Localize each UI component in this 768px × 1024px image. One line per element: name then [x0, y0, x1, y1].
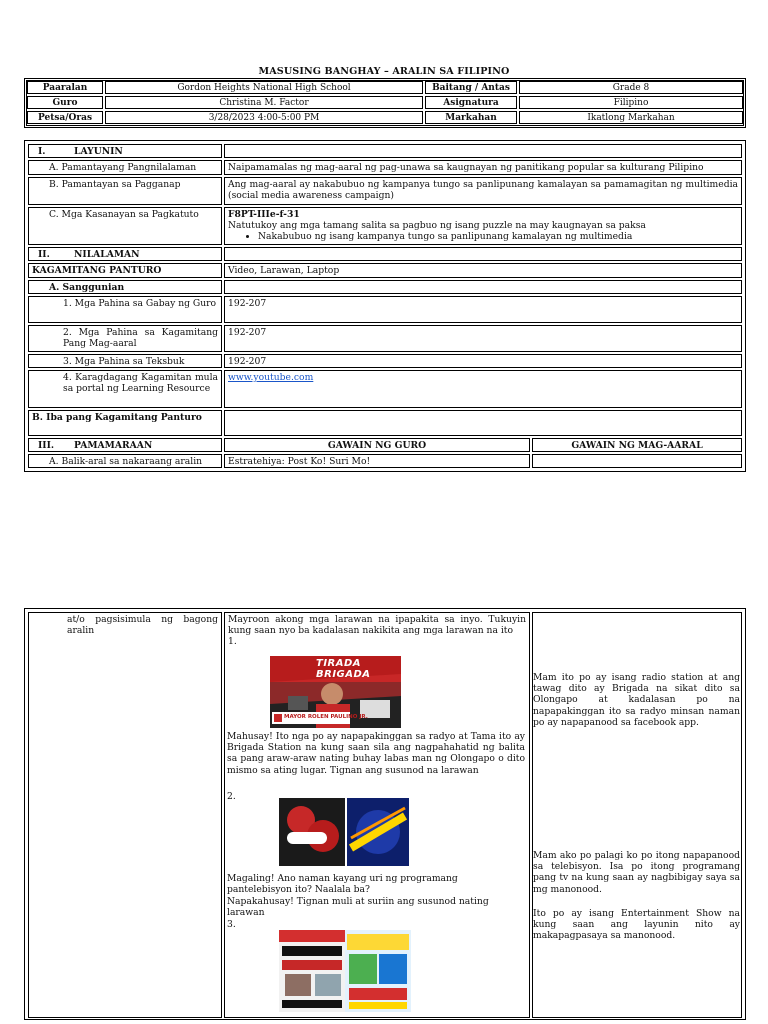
brigada-caption: MAYOR ROLEN PAULINO JR.: [284, 714, 368, 720]
kagamitan-value: Video, Larawan, Laptop: [224, 263, 742, 278]
kagamitan-label: KAGAMITANG PANTURO: [28, 263, 222, 278]
b-value: Ang mag-aaral ay nakabubuo ng kampanya tungo sa panlipunang kamalayan sa pamamagitan ng multimedia (social media awareness campaign): [224, 177, 742, 205]
newspapers-image: [279, 930, 411, 1012]
competency-code: F8PT-IIIe-f-31: [228, 209, 300, 220]
s4-value-cell: [224, 370, 742, 408]
petsa-label: Petsa/Oras: [27, 111, 103, 124]
teacher-after-image-2b: Napakahusay! Tignan muli at suriin ang susunod nating larawan: [227, 896, 489, 919]
s1-label: 1. Mga Pahina sa Gabay ng Guro: [28, 296, 222, 323]
competency-line: Natutukoy ang mga tamang salita sa pagbuo ng isang puzzle na may kaugnayan sa paksa: [228, 220, 646, 231]
s2-label: 2. Mga Pahina sa Kagamitang Pang Mag-aaral: [28, 325, 222, 352]
a-label: A. Pamantayang Pangnilalaman: [28, 160, 222, 175]
item-number-1: 1.: [228, 636, 237, 647]
s1-value: 192-207: [224, 296, 742, 323]
paaralan-value: Gordon Heights National High School: [105, 81, 423, 94]
sanggunian-label: A. Sanggunian: [28, 280, 222, 294]
student-answer-2: Mam ako po palagi ko po itong napapanood sa telebisyon. Isa po itong programang pang tv na kung saan ay nagbibigay saya sa mg manonood.: [533, 850, 740, 895]
header-info-table: [24, 78, 746, 128]
s3-label: 3. Mga Pahina sa Teksbuk: [28, 354, 222, 368]
youtube-link[interactable]: www.youtube.com: [228, 372, 314, 383]
nilalaman-blank: [224, 247, 742, 261]
iba-blank: [224, 410, 742, 436]
pamamaraan-header: III. PAMAMARAAN: [28, 438, 222, 452]
paaralan-label: Paaralan: [27, 81, 103, 94]
s3-value: 192-207: [224, 354, 742, 368]
competency-bullet: • Nakabubuo ng isang kampanya tungo sa panlipunang kamalayan ng multimedia: [258, 231, 738, 242]
student-answer-1: Mam ito po ay isang radio station at ang tawag dito ay Brigada na sikat dito sa Olongapo at kadalasan po na napapakinggan ito sa radyo minsan naman po ay napapanood sa facebook app.: [533, 672, 740, 728]
petsa-value: 3/28/2023 4:00-5:00 PM: [105, 111, 423, 124]
teacher-intro: Mayroon akong mga larawan na ipapakita sa inyo. Tukuyin kung saan nyo ba kadalasan nakikita ang mga larawan na ito: [228, 614, 526, 636]
lesson-plan-table: [24, 140, 746, 472]
continued-label: at/o pagsisimula ng bagong aralin: [28, 612, 222, 1018]
balik-student-blank: [532, 454, 742, 468]
sanggunian-blank: [224, 280, 742, 294]
s2-value: 192-207: [224, 325, 742, 352]
brigada-radio-image: [270, 656, 401, 728]
layunin-header: I. LAYUNIN: [28, 144, 222, 158]
balik-label: A. Balik-aral sa nakaraang aralin: [28, 454, 222, 468]
gawain-guro-header: GAWAIN NG GURO: [224, 438, 530, 452]
markahan-label: Markahan: [425, 111, 517, 124]
layunin-blank: [224, 144, 742, 158]
balik-value: Estratehiya: Post Ko! Suri Mo!: [224, 454, 530, 468]
nilalaman-header: II. NILALAMAN: [28, 247, 222, 261]
item-number-3: 3.: [227, 919, 236, 930]
guro-label: Guro: [27, 96, 103, 109]
item-number-2: 2.: [227, 791, 236, 802]
student-answer-3: Ito po ay isang Entertainment Show na kung saan ang layunin nito ay makapagpasaya sa manonood.: [533, 908, 740, 942]
baitang-value: Grade 8: [519, 81, 743, 94]
asignatura-label: Asignatura: [425, 96, 517, 109]
tv-shows-image: [279, 798, 409, 866]
c-label: C. Mga Kasanayan sa Pagkatuto: [28, 207, 222, 245]
a-value: Naipamamalas ng mag-aaral ng pag-unawa sa kaugnayan ng panitikang popular sa kulturang Pilipino: [224, 160, 742, 175]
asignatura-value: Filipino: [519, 96, 743, 109]
brigada-logo-text: TIRADA BRIGADA: [316, 658, 371, 680]
iba-label: B. Iba pang Kagamitang Panturo: [28, 410, 222, 436]
baitang-label: Baitang / Antas: [425, 81, 517, 94]
teacher-after-image-1: Mahusay! Ito nga po ay napapakinggan sa radyo at Tama ito ay Brigada Station na kung saan sila ang nagpahahatid ng balita sa pang araw-araw nating buhay labas man ng Olongapo o dito mismo sa ating lugar. Tignan ang susunod na larawan: [227, 731, 525, 776]
gawain-mag-header: GAWAIN NG MAG-AARAL: [532, 438, 742, 452]
b-label: B. Pamantayan sa Pagganap: [28, 177, 222, 205]
c-value: [224, 207, 742, 245]
markahan-value: Ikatlong Markahan: [519, 111, 743, 124]
s4-label: 4. Karagdagang Kagamitan mula sa portal ng Learning Resource: [28, 370, 222, 408]
teacher-after-image-2a: Magaling! Ano naman kayang uri ng programang pantelebisyon ito? Naalala ba?: [227, 873, 458, 896]
document-title: MASUSING BANGHAY – ARALIN SA FILIPINO: [258, 66, 510, 77]
guro-value: Christina M. Factor: [105, 96, 423, 109]
